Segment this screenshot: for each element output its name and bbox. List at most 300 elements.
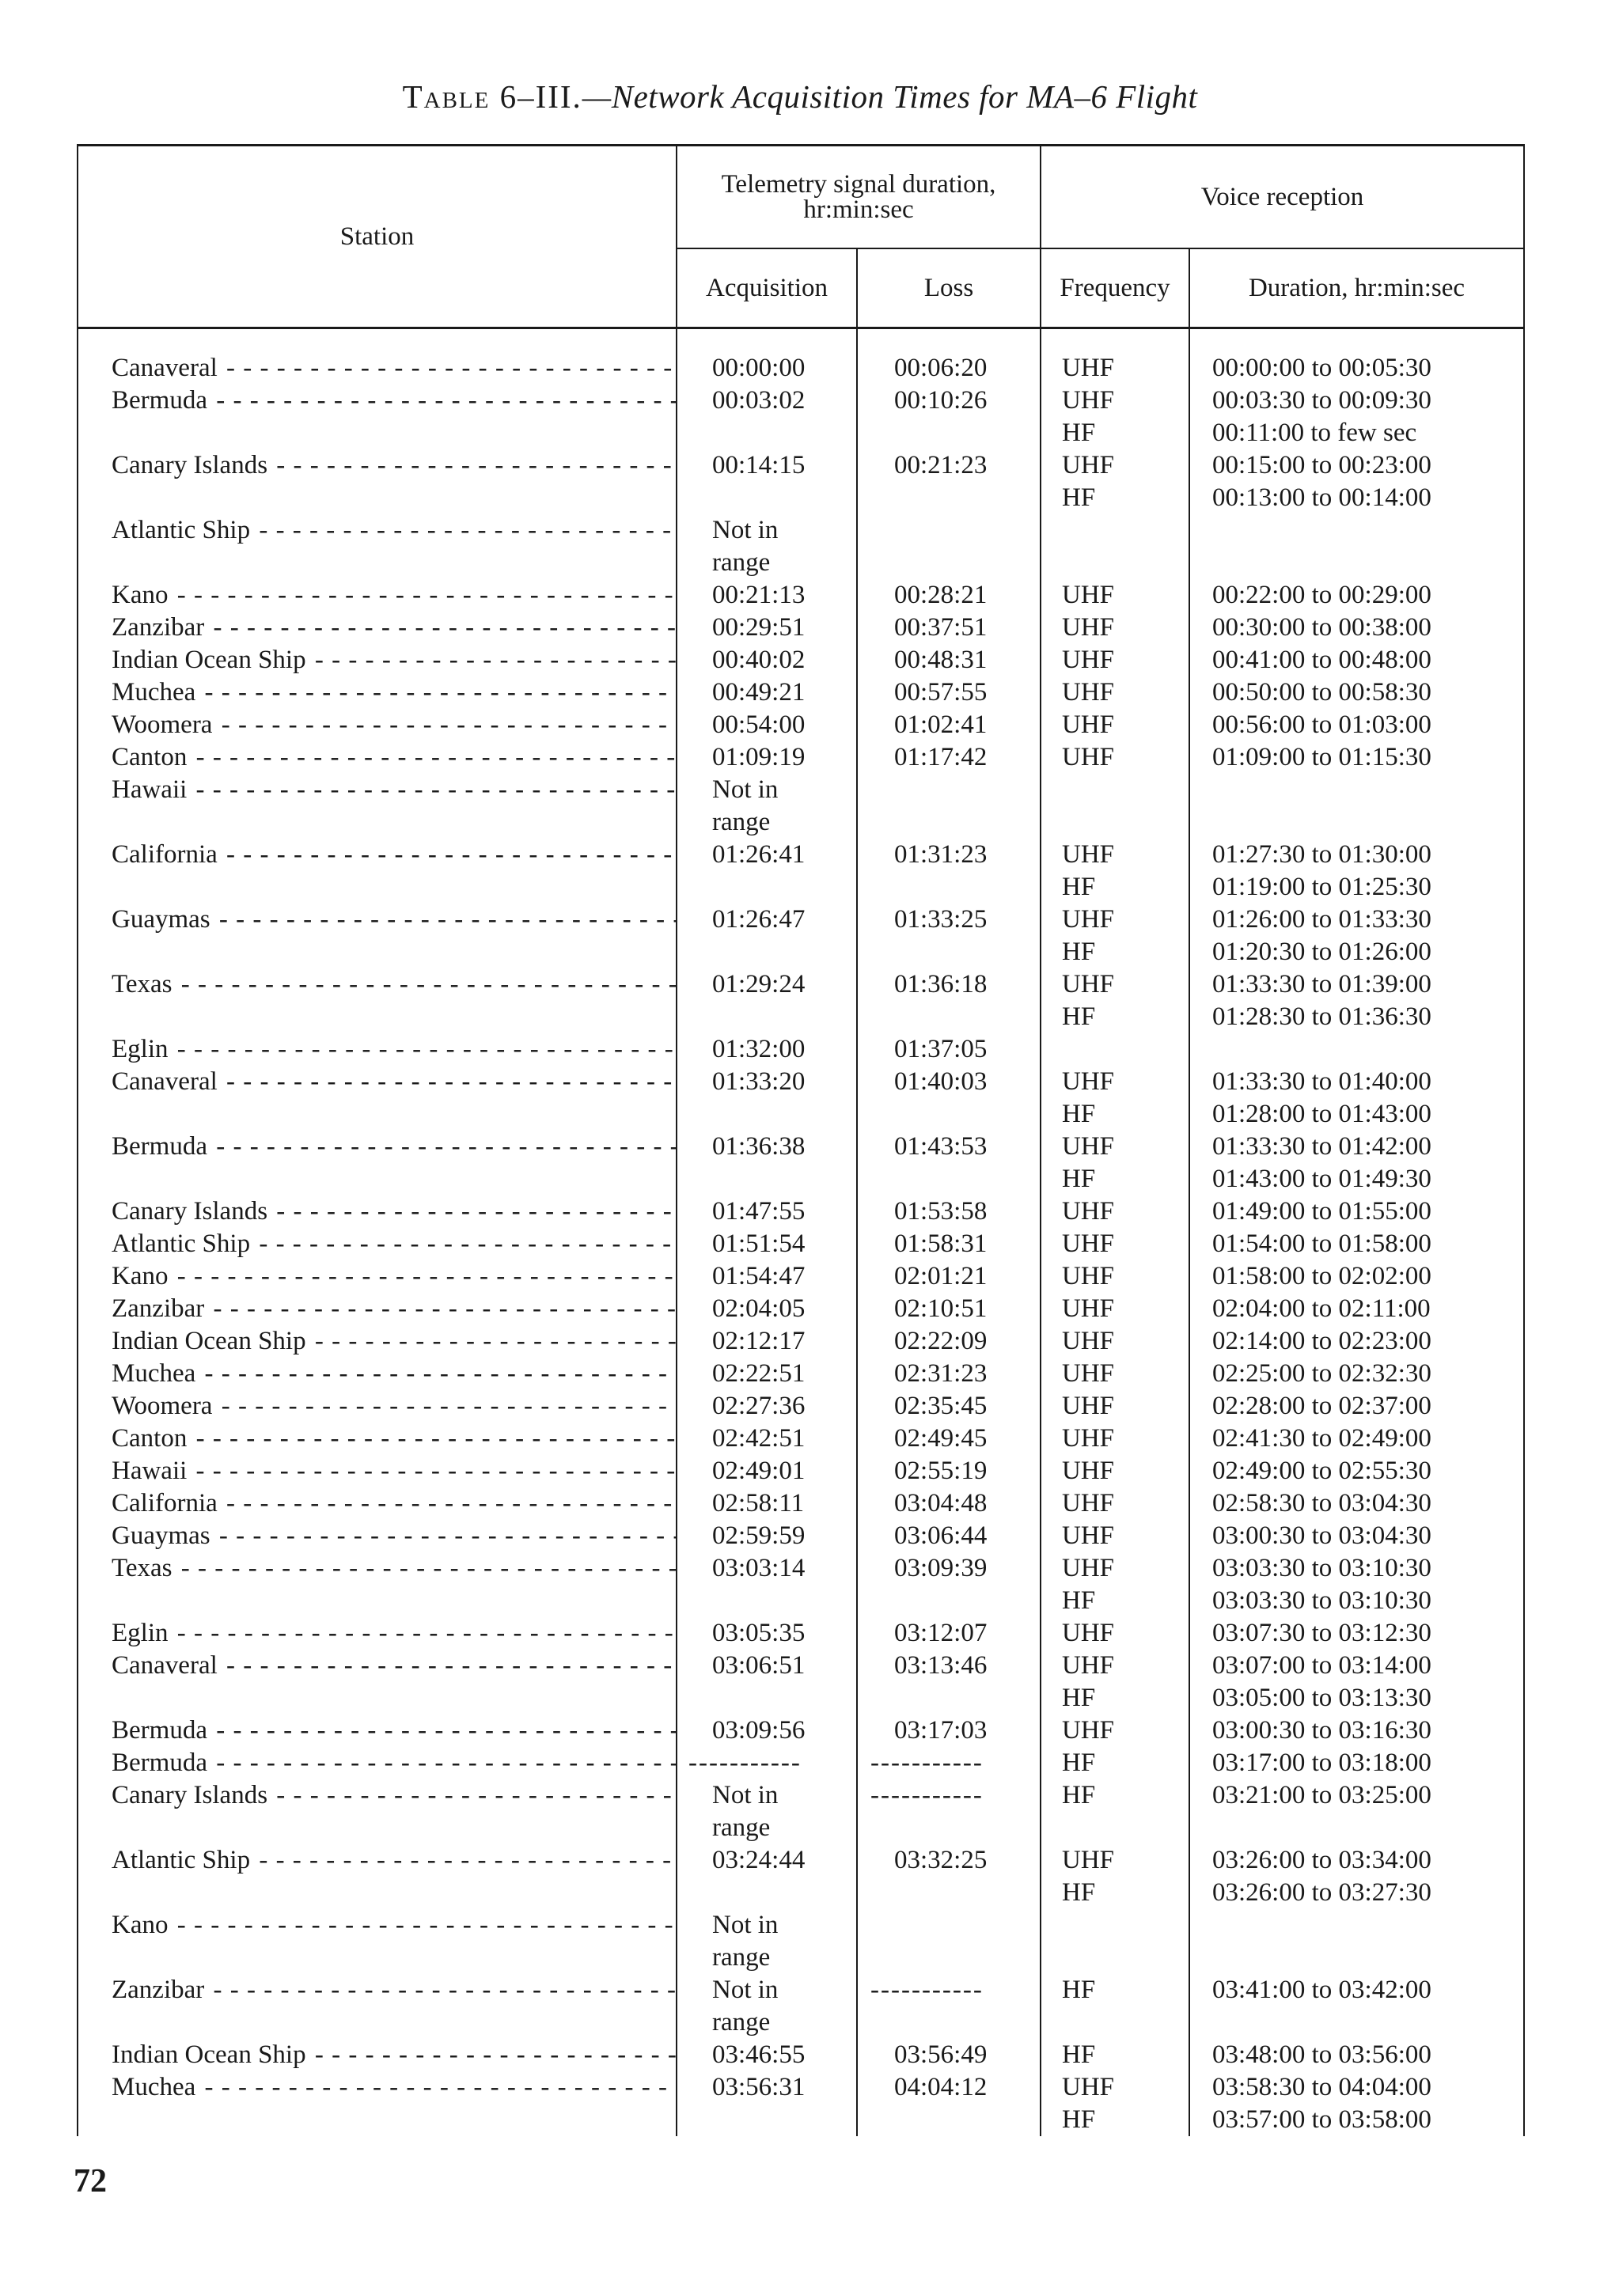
- station-cell: [78, 871, 677, 904]
- station-name-with-leader: [112, 1844, 676, 1877]
- loss-cell: 01:33:25: [857, 904, 1041, 936]
- duration-cell: 00:15:00 to 00:23:00: [1189, 449, 1524, 482]
- frequency-cell: HF: [1041, 1585, 1189, 1617]
- station-cell: [78, 1942, 677, 1974]
- loss-cell: 03:32:25: [857, 1844, 1041, 1877]
- station-cell: [78, 2104, 677, 2136]
- loss-cell: [857, 1001, 1041, 1033]
- station-cell: [78, 1293, 677, 1325]
- loss-cell: 03:09:39: [857, 1552, 1041, 1585]
- duration-cell: 02:04:00 to 02:11:00: [1189, 1293, 1524, 1325]
- loss-cell: 02:22:09: [857, 1325, 1041, 1358]
- duration-cell: 02:58:30 to 03:04:30: [1189, 1487, 1524, 1520]
- page-number: 72: [74, 2163, 107, 2199]
- acquisition-cell: 00:54:00: [677, 709, 857, 741]
- table-body: [78, 328, 1524, 2137]
- station-name: Canton: [112, 743, 188, 771]
- frequency-cell: UHF: [1041, 2071, 1189, 2104]
- duration-cell: 01:09:00 to 01:15:30: [1189, 741, 1524, 774]
- acquisition-cell: 03:09:56: [677, 1714, 857, 1747]
- station-cell: [78, 839, 677, 871]
- table-row: [78, 1812, 1524, 1844]
- frequency-cell: UHF: [1041, 579, 1189, 612]
- table-row: [78, 547, 1524, 579]
- acquisition-cell: 01:09:19: [677, 741, 857, 774]
- loss-cell: 02:35:45: [857, 1390, 1041, 1423]
- loss-cell: [857, 2006, 1041, 2039]
- frequency-cell: HF: [1041, 417, 1189, 449]
- table-row: [78, 1066, 1524, 1098]
- station-name-with-leader: [112, 1714, 676, 1747]
- loss-cell: 01:58:31: [857, 1228, 1041, 1260]
- station-cell: [78, 1487, 677, 1520]
- frequency-cell: UHF: [1041, 1520, 1189, 1552]
- station-cell: [78, 1001, 677, 1033]
- header-frequency: Frequency: [1041, 248, 1189, 328]
- acquisition-cell: 02:12:17: [677, 1325, 857, 1358]
- loss-cell: [857, 1942, 1041, 1974]
- duration-cell: 03:03:30 to 03:10:30: [1189, 1585, 1524, 1617]
- frequency-cell: HF: [1041, 1098, 1189, 1131]
- loss-cell: 01:02:41: [857, 709, 1041, 741]
- station-name-with-leader: [112, 1325, 676, 1358]
- loss-cell: 01:36:18: [857, 968, 1041, 1001]
- table-row: [78, 1293, 1524, 1325]
- acquisition-cell: 03:56:31: [677, 2071, 857, 2104]
- duration-cell: 00:11:00 to few sec: [1189, 417, 1524, 449]
- acquisition-cell: 00:29:51: [677, 612, 857, 644]
- duration-cell: 03:58:30 to 04:04:00: [1189, 2071, 1524, 2104]
- station-cell: [78, 676, 677, 709]
- frequency-cell: UHF: [1041, 709, 1189, 741]
- station-name-with-leader: [112, 2071, 676, 2104]
- frequency-cell: UHF: [1041, 904, 1189, 936]
- loss-cell: [857, 514, 1041, 547]
- frequency-cell: UHF: [1041, 839, 1189, 871]
- station-name-with-leader: [112, 514, 676, 547]
- station-cell: [78, 936, 677, 968]
- frequency-cell: HF: [1041, 1747, 1189, 1779]
- table-row: [78, 676, 1524, 709]
- acquisition-cell: 00:21:13: [677, 579, 857, 612]
- acquisition-cell: 02:42:51: [677, 1423, 857, 1455]
- frequency-cell: HF: [1041, 1779, 1189, 1812]
- header-acquisition: Acquisition: [677, 248, 857, 328]
- frequency-cell: UHF: [1041, 1131, 1189, 1163]
- duration-cell: 02:25:00 to 02:32:30: [1189, 1358, 1524, 1390]
- station-name-with-leader: [112, 1423, 676, 1455]
- frequency-cell: [1041, 514, 1189, 547]
- station-cell: [78, 1066, 677, 1098]
- station-name-with-leader: [112, 1552, 676, 1585]
- table-row: [78, 1001, 1524, 1033]
- station-cell: [78, 385, 677, 417]
- station-name: Muchea: [112, 2073, 196, 2101]
- station-cell: [78, 547, 677, 579]
- station-name: California: [112, 1489, 218, 1517]
- acquisition-cell: Not in: [677, 1909, 857, 1942]
- loss-cell: 02:31:23: [857, 1358, 1041, 1390]
- duration-cell: [1189, 1812, 1524, 1844]
- station-name-with-leader: [112, 1228, 676, 1260]
- station-name-with-leader: [112, 839, 676, 871]
- frequency-cell: UHF: [1041, 968, 1189, 1001]
- frequency-cell: UHF: [1041, 1066, 1189, 1098]
- table-row: [78, 579, 1524, 612]
- station-cell: [78, 2071, 677, 2104]
- duration-cell: 03:21:00 to 03:25:00: [1189, 1779, 1524, 1812]
- table-row: [78, 1942, 1524, 1974]
- duration-cell: 01:43:00 to 01:49:30: [1189, 1163, 1524, 1195]
- station-cell: [78, 1195, 677, 1228]
- table-row: [78, 1714, 1524, 1747]
- table-row: [78, 1974, 1524, 2006]
- station-cell: [78, 1909, 677, 1942]
- station-name: Kano: [112, 1911, 169, 1939]
- station-name: Zanzibar: [112, 1976, 205, 2004]
- frequency-cell: UHF: [1041, 644, 1189, 676]
- station-cell: [78, 1779, 677, 1812]
- acquisition-cell: 00:03:02: [677, 385, 857, 417]
- loss-cell: 01:31:23: [857, 839, 1041, 871]
- acquisition-cell: 03:03:14: [677, 1552, 857, 1585]
- duration-cell: 00:22:00 to 00:29:00: [1189, 579, 1524, 612]
- duration-cell: 03:48:00 to 03:56:00: [1189, 2039, 1524, 2071]
- station-cell: [78, 1455, 677, 1487]
- frequency-cell: UHF: [1041, 612, 1189, 644]
- station-cell: [78, 1844, 677, 1877]
- table-row: [78, 1650, 1524, 1682]
- loss-cell: 03:12:07: [857, 1617, 1041, 1650]
- station-name: Zanzibar: [112, 613, 205, 642]
- acquisition-table: [77, 144, 1525, 2136]
- table-row: [78, 871, 1524, 904]
- station-name-with-leader: [112, 1293, 676, 1325]
- frequency-cell: [1041, 806, 1189, 839]
- table-row: [78, 1358, 1524, 1390]
- table-row: [78, 1585, 1524, 1617]
- acquisition-cell: [677, 1747, 857, 1779]
- duration-cell: 01:27:30 to 01:30:00: [1189, 839, 1524, 871]
- loss-cell: [857, 936, 1041, 968]
- loss-cell: [857, 1974, 1041, 2006]
- loss-cell: 00:48:31: [857, 644, 1041, 676]
- loss-cell: 03:04:48: [857, 1487, 1041, 1520]
- station-name: Texas: [112, 1554, 173, 1582]
- station-cell: [78, 1390, 677, 1423]
- duration-cell: 01:33:30 to 01:39:00: [1189, 968, 1524, 1001]
- acquisition-cell: range: [677, 1942, 857, 1974]
- loss-cell: 03:06:44: [857, 1520, 1041, 1552]
- loss-cell: 01:43:53: [857, 1131, 1041, 1163]
- frequency-cell: [1041, 1033, 1189, 1066]
- acquisition-cell: 01:51:54: [677, 1228, 857, 1260]
- acquisition-cell: range: [677, 806, 857, 839]
- acquisition-cell: 00:49:21: [677, 676, 857, 709]
- station-name-with-leader: [112, 579, 676, 612]
- acquisition-cell: 02:49:01: [677, 1455, 857, 1487]
- table-row: [78, 1131, 1524, 1163]
- frequency-cell: [1041, 2006, 1189, 2039]
- frequency-cell: [1041, 547, 1189, 579]
- station-name-with-leader: [112, 385, 676, 417]
- station-name-with-leader: [112, 1617, 676, 1650]
- duration-cell: 00:50:00 to 00:58:30: [1189, 676, 1524, 709]
- duration-cell: 03:17:00 to 03:18:00: [1189, 1747, 1524, 1779]
- frequency-cell: UHF: [1041, 1228, 1189, 1260]
- station-cell: [78, 1877, 677, 1909]
- acquisition-cell: 01:26:41: [677, 839, 857, 871]
- table-row: [78, 1520, 1524, 1552]
- station-name-with-leader: [112, 1033, 676, 1066]
- station-name: Canaveral: [112, 354, 218, 382]
- table-row: [78, 1325, 1524, 1358]
- station-name: Canary Islands: [112, 1781, 268, 1809]
- frequency-cell: UHF: [1041, 1325, 1189, 1358]
- acquisition-cell: Not in: [677, 774, 857, 806]
- station-cell: [78, 1552, 677, 1585]
- station-name-with-leader: [112, 709, 676, 741]
- station-cell: [78, 1617, 677, 1650]
- station-cell: [78, 352, 677, 385]
- frequency-cell: HF: [1041, 1974, 1189, 2006]
- loss-cell: 00:37:51: [857, 612, 1041, 644]
- acquisition-cell: 03:46:55: [677, 2039, 857, 2071]
- table-row: [78, 2039, 1524, 2071]
- loss-cell: [857, 1747, 1041, 1779]
- acquisition-cell: 03:05:35: [677, 1617, 857, 1650]
- table-row: [78, 352, 1524, 385]
- table-row: [78, 2006, 1524, 2039]
- duration-cell: 03:05:00 to 03:13:30: [1189, 1682, 1524, 1714]
- table-row: [78, 1487, 1524, 1520]
- table-row: [78, 968, 1524, 1001]
- duration-cell: 01:26:00 to 01:33:30: [1189, 904, 1524, 936]
- loss-cell: [857, 806, 1041, 839]
- station-name-with-leader: [112, 741, 676, 774]
- duration-cell: 00:00:00 to 00:05:30: [1189, 352, 1524, 385]
- frequency-cell: HF: [1041, 482, 1189, 514]
- frequency-cell: UHF: [1041, 676, 1189, 709]
- table-row: [78, 1617, 1524, 1650]
- frequency-cell: HF: [1041, 1001, 1189, 1033]
- duration-cell: [1189, 514, 1524, 547]
- duration-cell: [1189, 1909, 1524, 1942]
- frequency-cell: UHF: [1041, 1423, 1189, 1455]
- loss-cell: 03:17:03: [857, 1714, 1041, 1747]
- frequency-cell: UHF: [1041, 1487, 1189, 1520]
- table-row: [78, 514, 1524, 547]
- duration-cell: 03:00:30 to 03:04:30: [1189, 1520, 1524, 1552]
- station-name: Zanzibar: [112, 1294, 205, 1323]
- station-cell: [78, 1228, 677, 1260]
- acquisition-cell: [677, 2104, 857, 2136]
- loss-cell: 01:53:58: [857, 1195, 1041, 1228]
- table-row: [78, 1195, 1524, 1228]
- station-name: California: [112, 840, 218, 869]
- acquisition-cell: range: [677, 1812, 857, 1844]
- station-cell: [78, 806, 677, 839]
- table-row: [78, 644, 1524, 676]
- loss-cell: 00:21:23: [857, 449, 1041, 482]
- acquisition-cell: [677, 936, 857, 968]
- duration-cell: 02:49:00 to 02:55:30: [1189, 1455, 1524, 1487]
- station-cell: [78, 514, 677, 547]
- station-name: Canary Islands: [112, 1197, 268, 1226]
- duration-cell: 02:28:00 to 02:37:00: [1189, 1390, 1524, 1423]
- table-row: [78, 1033, 1524, 1066]
- acquisition-cell: [677, 1098, 857, 1131]
- station-name: Bermuda: [112, 1716, 207, 1745]
- station-name-with-leader: [112, 1131, 676, 1163]
- frequency-cell: HF: [1041, 936, 1189, 968]
- loss-cell: [857, 547, 1041, 579]
- frequency-cell: UHF: [1041, 1358, 1189, 1390]
- table-row: [78, 612, 1524, 644]
- duration-cell: 02:41:30 to 02:49:00: [1189, 1423, 1524, 1455]
- duration-cell: [1189, 806, 1524, 839]
- acquisition-cell: 02:27:36: [677, 1390, 857, 1423]
- station-cell: [78, 1033, 677, 1066]
- duration-cell: 00:30:00 to 00:38:00: [1189, 612, 1524, 644]
- loss-cell: [857, 871, 1041, 904]
- duration-cell: 01:28:30 to 01:36:30: [1189, 1001, 1524, 1033]
- loss-cell: 00:28:21: [857, 579, 1041, 612]
- frequency-cell: UHF: [1041, 449, 1189, 482]
- station-name-with-leader: [112, 1650, 676, 1682]
- station-name: Canaveral: [112, 1651, 218, 1680]
- header-loss: Loss: [857, 248, 1041, 328]
- duration-cell: [1189, 774, 1524, 806]
- station-name-with-leader: [112, 1260, 676, 1293]
- duration-cell: 03:41:00 to 03:42:00: [1189, 1974, 1524, 2006]
- frequency-cell: UHF: [1041, 385, 1189, 417]
- loss-cell: 02:10:51: [857, 1293, 1041, 1325]
- duration-cell: [1189, 1942, 1524, 1974]
- station-cell: [78, 2006, 677, 2039]
- loss-cell: [857, 1877, 1041, 1909]
- loss-cell: [857, 1909, 1041, 1942]
- table-title: —Network Acquisition Times for MA–6 Flight: [582, 78, 1198, 115]
- station-name-with-leader: [112, 1909, 676, 1942]
- station-name: Eglin: [112, 1035, 169, 1063]
- loss-cell: [857, 1812, 1041, 1844]
- frequency-cell: UHF: [1041, 1714, 1189, 1747]
- acquisition-cell: range: [677, 2006, 857, 2039]
- station-name: Guaymas: [112, 1521, 210, 1550]
- loss-cell: 01:37:05: [857, 1033, 1041, 1066]
- acquisition-cell: 01:54:47: [677, 1260, 857, 1293]
- table-caption: [0, 78, 1600, 116]
- acquisition-cell: [677, 1163, 857, 1195]
- acquisition-cell: [677, 1682, 857, 1714]
- station-cell: [78, 1325, 677, 1358]
- frequency-cell: UHF: [1041, 1390, 1189, 1423]
- acquisition-cell: 02:22:51: [677, 1358, 857, 1390]
- acquisition-cell: 00:40:02: [677, 644, 857, 676]
- station-name: Kano: [112, 1262, 169, 1290]
- acquisition-cell: Not in: [677, 514, 857, 547]
- table-row: [78, 482, 1524, 514]
- station-name-with-leader: [112, 1455, 676, 1487]
- station-cell: [78, 1714, 677, 1747]
- acquisition-cell: 02:58:11: [677, 1487, 857, 1520]
- frequency-cell: UHF: [1041, 1617, 1189, 1650]
- dash-placeholder: -----------: [870, 1749, 984, 1777]
- station-name-with-leader: [112, 612, 676, 644]
- table-row: [78, 774, 1524, 806]
- station-cell: [78, 612, 677, 644]
- station-cell: [78, 417, 677, 449]
- duration-cell: 01:33:30 to 01:42:00: [1189, 1131, 1524, 1163]
- station-cell: [78, 482, 677, 514]
- loss-cell: [857, 1779, 1041, 1812]
- duration-cell: 01:54:00 to 01:58:00: [1189, 1228, 1524, 1260]
- frequency-cell: UHF: [1041, 1260, 1189, 1293]
- loss-cell: [857, 1163, 1041, 1195]
- station-cell: [78, 1747, 677, 1779]
- station-cell: [78, 904, 677, 936]
- station-name: Guaymas: [112, 905, 210, 934]
- loss-cell: 02:49:45: [857, 1423, 1041, 1455]
- table-row: [78, 1098, 1524, 1131]
- header-station: Station: [78, 146, 677, 328]
- station-cell: [78, 1358, 677, 1390]
- table-row: [78, 1552, 1524, 1585]
- acquisition-cell: 00:00:00: [677, 352, 857, 385]
- station-name-with-leader: [112, 1747, 676, 1779]
- duration-cell: 03:03:30 to 03:10:30: [1189, 1552, 1524, 1585]
- station-name-with-leader: [112, 676, 676, 709]
- table-row: [78, 1260, 1524, 1293]
- table-row: [78, 936, 1524, 968]
- station-cell: [78, 1682, 677, 1714]
- acquisition-cell: [677, 1877, 857, 1909]
- table-row: [78, 2104, 1524, 2136]
- station-cell: [78, 449, 677, 482]
- duration-cell: [1189, 2006, 1524, 2039]
- table-row: [78, 1163, 1524, 1195]
- dash-placeholder: -----------: [688, 1749, 802, 1777]
- acquisition-cell: [677, 871, 857, 904]
- frequency-cell: [1041, 1942, 1189, 1974]
- loss-cell: [857, 2104, 1041, 2136]
- duration-cell: 00:13:00 to 00:14:00: [1189, 482, 1524, 514]
- duration-cell: [1189, 547, 1524, 579]
- loss-cell: 01:17:42: [857, 741, 1041, 774]
- station-name: Woomera: [112, 710, 213, 739]
- station-name: Kano: [112, 581, 169, 609]
- frequency-cell: HF: [1041, 2039, 1189, 2071]
- station-name: Bermuda: [112, 1749, 207, 1777]
- acquisition-cell: 01:26:47: [677, 904, 857, 936]
- loss-cell: [857, 417, 1041, 449]
- duration-cell: 03:57:00 to 03:58:00: [1189, 2104, 1524, 2136]
- duration-cell: 00:41:00 to 00:48:00: [1189, 644, 1524, 676]
- table-row: [78, 1779, 1524, 1812]
- loss-cell: [857, 1682, 1041, 1714]
- duration-cell: 01:49:00 to 01:55:00: [1189, 1195, 1524, 1228]
- station-name-with-leader: [112, 1779, 676, 1812]
- acquisition-cell: 01:32:00: [677, 1033, 857, 1066]
- loss-cell: 02:55:19: [857, 1455, 1041, 1487]
- station-name: Eglin: [112, 1619, 169, 1647]
- station-cell: [78, 1423, 677, 1455]
- acquisition-cell: [677, 417, 857, 449]
- station-cell: [78, 1163, 677, 1195]
- frequency-cell: HF: [1041, 1682, 1189, 1714]
- station-cell: [78, 741, 677, 774]
